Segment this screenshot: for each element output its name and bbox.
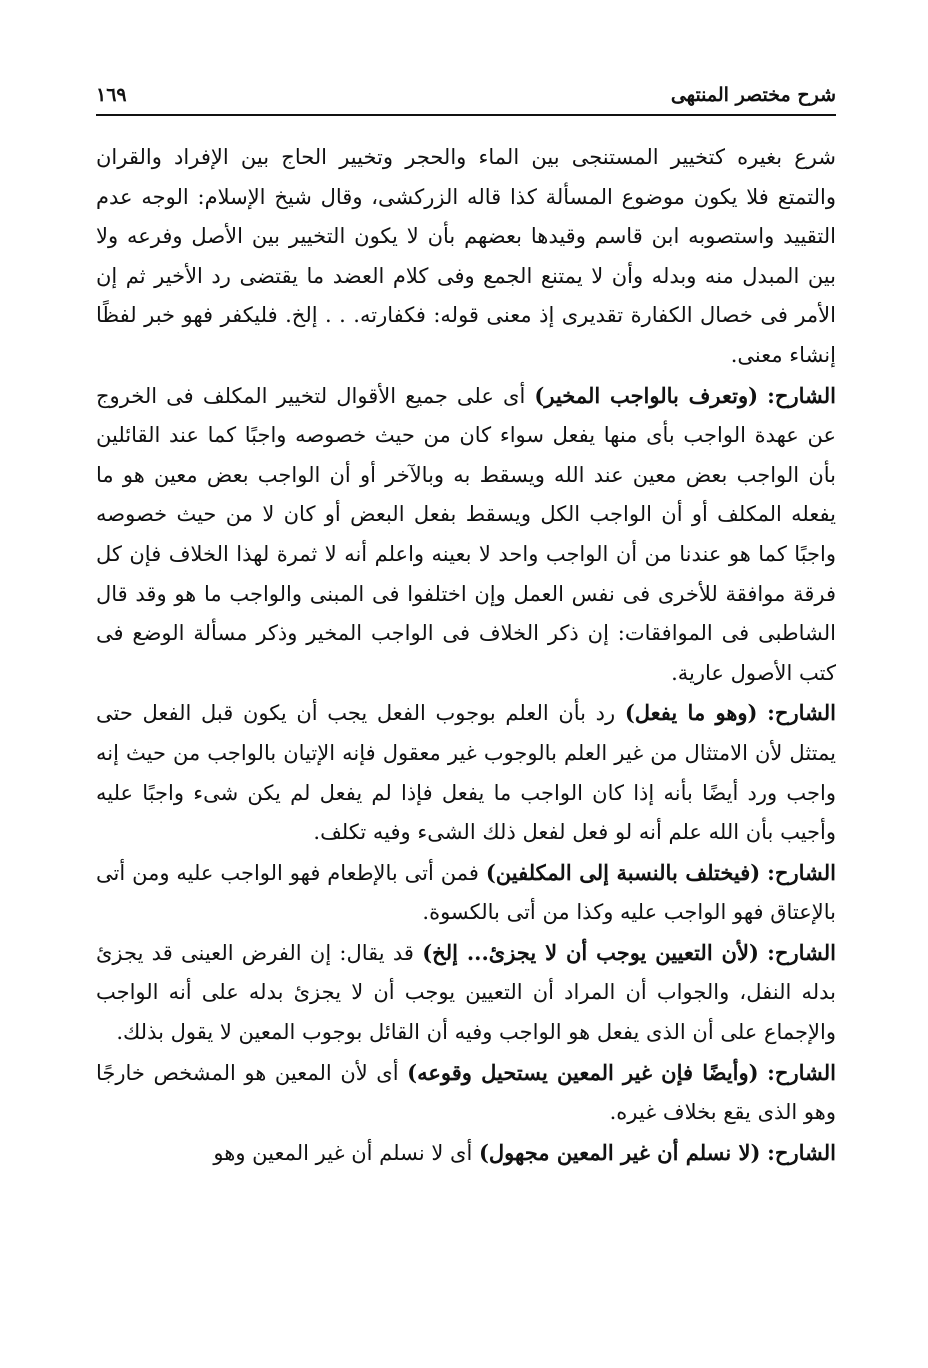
paragraph-text: أى لأن المعين هو المشخص خارجًا وهو الذى يقع بخلاف غيره.	[96, 1060, 836, 1125]
commentary-paragraph	[96, 1053, 836, 1133]
page-header	[96, 78, 836, 116]
quoted-phrase: (وأيضًا فإن غير المعين يستحيل وقوعه)	[407, 1059, 759, 1085]
quoted-phrase: (فيختلف بالنسبة إلى المكلفين)	[485, 859, 761, 885]
speaker-label: الشارح:	[767, 700, 836, 726]
speaker-label: الشارح:	[767, 859, 836, 885]
speaker-label: الشارح:	[767, 939, 836, 965]
commentary-paragraph	[96, 853, 836, 933]
speaker-label: الشارح:	[767, 382, 836, 408]
quoted-phrase: (لأن التعيين يوجب أن لا يجزئ... إلخ)	[422, 939, 759, 965]
body-text	[96, 138, 836, 1173]
quoted-phrase: (وتعرف بالواجب المخير)	[534, 382, 759, 408]
paragraph-text: أى على جميع الأقوال لتخيير المكلف فى الخروج عن عهدة الواجب بأى منها يفعل سواء كان من حيث خصوصه واجبًا كما عند القائلين بأن الواجب بعض معين عند الله ويسقط به وبالآخر أو أن الواجب بعض معين هو ما يفعله المكلف أو أن الواجب الكل ويسقط بفعل البعض أو كان لا من حيث خصوصه واجبًا كما هو عندنا من أن الواجب واحد لا بعينه واعلم أنه لا ثمرة لهذا الخلاف فإن كل فرقة موافقة للأخرى فى نفس العمل وإن اختلفوا فى المبنى والواجب ما هو وقد قال الشاطبى فى الموافقات: إن ذكر الخلاف فى الواجب المخير وذكر مسألة الوضع فى كتب الأصول عارية.	[96, 383, 836, 685]
commentary-paragraph	[96, 693, 836, 852]
running-title: شرح مختصر المنتهى	[670, 84, 836, 106]
commentary-paragraph	[96, 376, 836, 694]
speaker-label: الشارح:	[767, 1059, 836, 1085]
speaker-label: الشارح:	[767, 1139, 836, 1165]
paragraph-text: أى لا نسلم أن غير المعين وهو	[213, 1140, 473, 1165]
paragraph-text: قد يقال: إن الفرض العينى قد يجزئ بدله النفل، والجواب أن المراد أن التعيين يوجب أن لا يجزئ بدله على أنه الواجب والإجماع على أن الذى يفعل هو الواجب وفيه أن القائل بوجوب المعين لا يقول بذلك.	[96, 940, 836, 1045]
document-page	[96, 78, 836, 1328]
paragraph-text: رد بأن العلم بوجوب الفعل يجب أن يكون قبل الفعل حتى يمتثل لأن الامتثال من غير العلم بالوجوب غير معقول فإنه الإتيان بالواجب من حيث إنه واجب ورد أيضًا بأنه إذا كان الواجب ما يفعل فإذا لم يفعل لم يكن شىء واجبًا عليه وأجيب بأن الله علم أنه لو فعل لفعل ذلك الشىء وفيه تكلف.	[96, 701, 836, 845]
quoted-phrase: (وهو ما يفعل)	[624, 700, 758, 726]
commentary-paragraph	[96, 933, 836, 1053]
page-number: ١٦٩	[96, 84, 127, 106]
quoted-phrase: (لا نسلم أن غير المعين مجهول)	[478, 1139, 761, 1165]
paragraph-text: شرع بغيره كتخيير المستنجى بين الماء والحجر وتخيير الحاج بين الإفراد والقران والتمتع فلا يكون موضوع المسألة كذا قاله الزركشى، وقال شيخ الإسلام: الوجه عدم التقييد واستصوبه ابن قاسم وقيدها بعضهم بأن لا يكون التخيير بين الأصل وفرعه ولا بين المبدل منه وبدله وأن لا يمتنع الجمع وفى كلام العضد ما يقتضى رد الأخير ثم إن الأمر فى خصال الكفارة تقديرى إذ معنى قوله: فكفارته. . . إلخ. فليكفر فهو خبر لفظًا إنشاء معنى.	[96, 145, 836, 367]
paragraph-text: فمن أتى بالإطعام فهو الواجب عليه ومن أتى بالإعتاق فهو الواجب عليه وكذا من أتى بالكسوة.	[96, 860, 836, 925]
paragraph	[96, 138, 836, 376]
commentary-paragraph	[96, 1133, 836, 1174]
